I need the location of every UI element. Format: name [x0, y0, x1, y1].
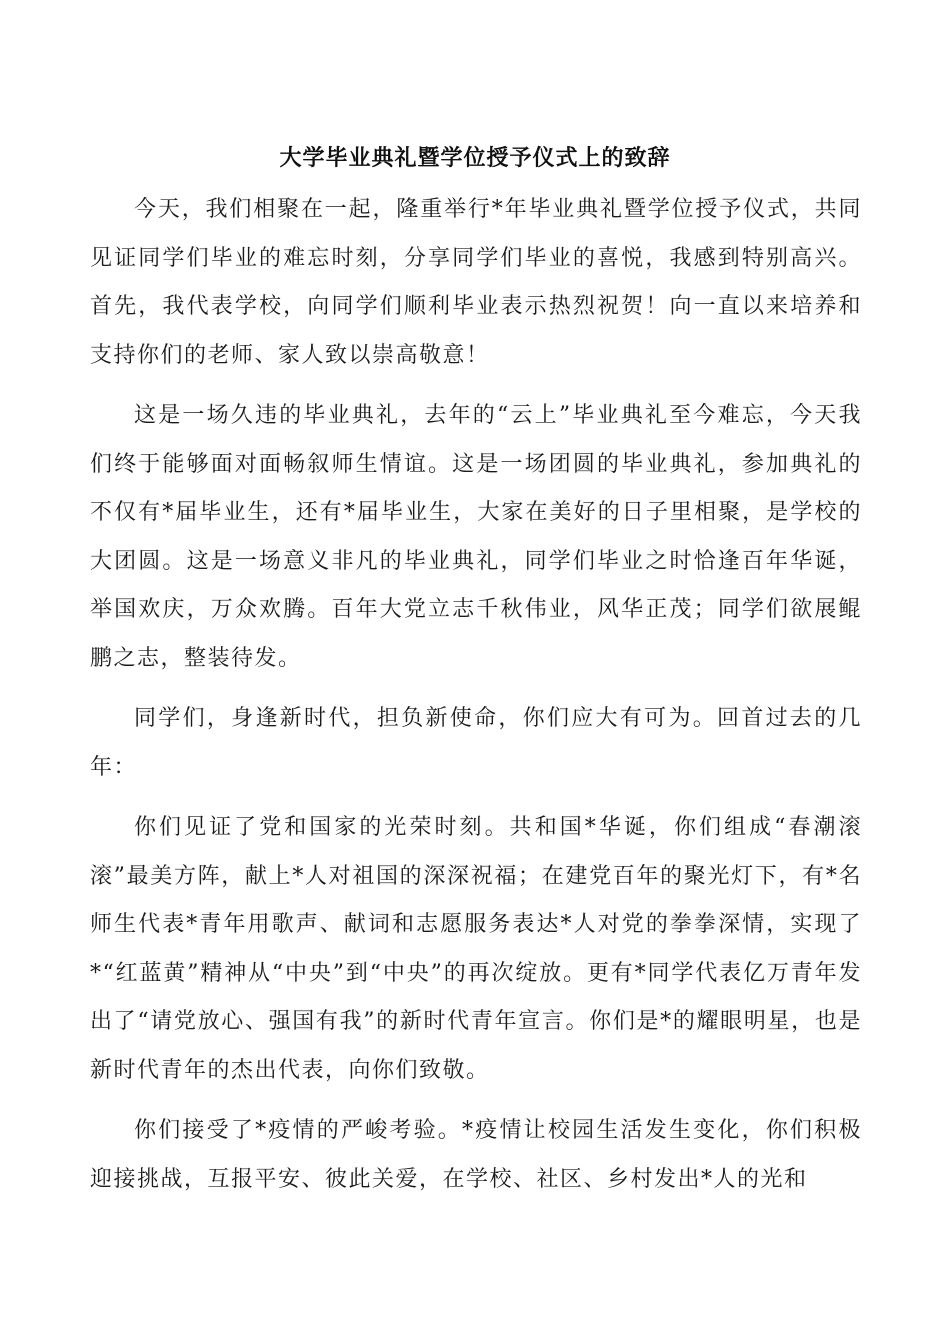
- paragraph-4: 你们见证了党和国家的光荣时刻。共和国*华诞，你们组成“春潮滚滚”最美方阵，献上*人对祖国的深深祝福；在建党百年的聚光灯下，有*名师生代表*青年用歌声、献词和志愿服务表达*人对党的拳拳深情，实现了*“红蓝黄”精神从“中央”到“中央”的再次绽放。更有*同学代表亿万青年发出了“请党放心、强国有我”的新时代青年宣言。你们是*的耀眼明星，也是新时代青年的杰出代表，向你们致敬。: [90, 815, 862, 1083]
- paragraph-5: 你们接受了*疫情的严峻考验。*疫情让校园生活发生变化，你们积极迎接挑战，互报平安、彼此关爱，在学校、社区、乡村发出*人的光和: [90, 1118, 862, 1192]
- paragraph-3: 同学们，身逢新时代，担负新使命，你们应大有可为。回首过去的几年：: [90, 706, 862, 780]
- document-title: 大学毕业典礼暨学位授予仪式上的致辞: [279, 145, 671, 171]
- paragraph-1: 今天，我们相聚在一起，隆重举行*年毕业典礼暨学位授予仪式，共同见证同学们毕业的难忘时刻，分享同学们毕业的喜悦，我感到特别高兴。首先，我代表学校，向同学们顺利毕业表示热烈祝贺！向一直以来培养和支持你们的老师、家人致以崇高敬意！: [90, 197, 862, 368]
- document-body: [90, 186, 862, 1204]
- paragraph-2: 这是一场久违的毕业典礼，去年的“云上”毕业典礼至今难忘，今天我们终于能够面对面畅叙师生情谊。这是一场团圆的毕业典礼，参加典礼的不仅有*届毕业生，还有*届毕业生，大家在美好的日子里相聚，是学校的大团圆。这是一场意义非凡的毕业典礼，同学们毕业之时恰逢百年华诞，举国欢庆，万众欢腾。百年大党立志千秋伟业，风华正茂；同学们欲展鲲鹏之志，整装待发。: [90, 403, 862, 671]
